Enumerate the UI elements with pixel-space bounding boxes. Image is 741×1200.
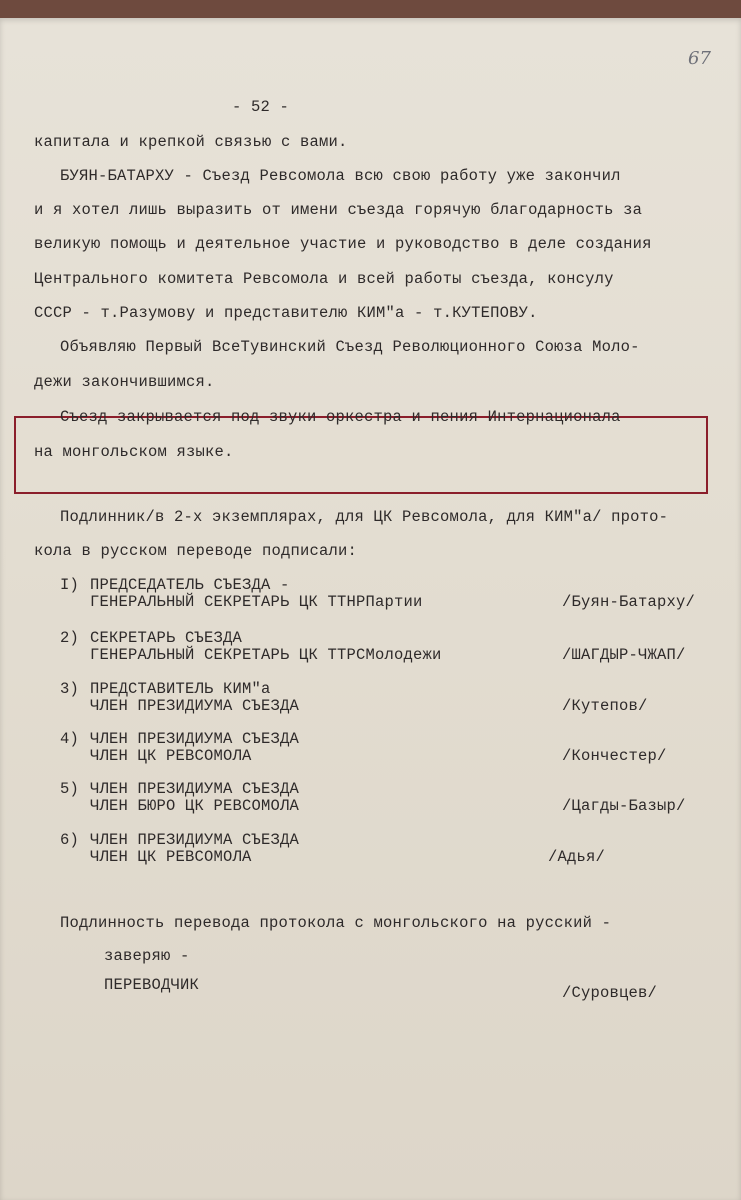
archive-number: 67	[688, 48, 711, 69]
paragraph-line: БУЯН-БАТАРХУ - Съезд Ревсомола всю свою работу уже закончил	[60, 167, 621, 185]
signatory-number: 5)	[60, 780, 80, 798]
signatory-title: ПРЕДСТАВИТЕЛЬ КИМ"а	[90, 680, 271, 698]
signatory-name: /Кутепов/	[562, 697, 648, 715]
paragraph-line: капитала и крепкой связью с вами.	[34, 133, 348, 151]
signatory-title: СЕКРЕТАРЬ СЪЕЗДА	[90, 629, 243, 647]
paragraph-line: и я хотел лишь выразить от имени съезда горячую благодарность за	[34, 201, 643, 219]
signatory-title: ЧЛЕН ЦК РЕВСОМОЛА	[90, 747, 252, 765]
signatory-name: /Цагды-Базыр/	[562, 797, 686, 815]
signatory-name: /Адья/	[548, 848, 606, 866]
original-note-line: Подлинник/в 2-х экземплярах, для ЦК Ревсомола, для КИМ"а/ прото-	[60, 508, 669, 526]
signatory-number: 6)	[60, 831, 80, 849]
signatory-title: ЧЛЕН ПРЕЗИДИУМА СЪЕЗДА	[90, 831, 300, 849]
signatory-number: I)	[60, 576, 80, 594]
translator-name: /Суровцев/	[562, 984, 658, 1002]
signatory-title: ЧЛЕН ПРЕЗИДИУМА СЪЕЗДА	[90, 780, 300, 798]
signatory-title: ГЕНЕРАЛЬНЫЙ СЕКРЕТАРЬ ЦК ТТНРПартии	[90, 593, 423, 611]
document-page	[0, 18, 741, 1200]
paragraph-line: Объявляю Первый ВсеТувинский Съезд Революционного Союза Моло-	[60, 338, 640, 356]
signatory-name: /Буян-Батархy/	[562, 593, 696, 611]
signatory-title: ЧЛЕН ПРЕЗИДИУМА СЪЕЗДА	[90, 730, 300, 748]
paragraph-line: великую помощь и деятельное участие и руководство в деле создания	[34, 235, 652, 253]
signatory-number: 2)	[60, 629, 80, 647]
signatory-title: ЧЛЕН ПРЕЗИДИУМА СЪЕЗДА	[90, 697, 300, 715]
certification-line: заверяю -	[104, 947, 190, 965]
page-number: - 52 -	[232, 98, 290, 116]
paragraph-line: Центрального комитета Ревсомола и всей работы съезда, консулу	[34, 270, 614, 288]
signatory-name: /Кончестер/	[562, 747, 667, 765]
highlighted-line: на монгольском языке.	[34, 443, 234, 461]
highlighted-line: Съезд закрывается под звуки оркестра и пения Интернационала	[60, 408, 621, 426]
signatory-title: ГЕНЕРАЛЬНЫЙ СЕКРЕТАРЬ ЦК ТТРСМолодежи	[90, 646, 442, 664]
paragraph-line: дежи закончившимся.	[34, 373, 215, 391]
translator-role: ПЕРЕВОДЧИК	[104, 976, 200, 994]
certification-line: Подлинность перевода протокола с монгольского на русский -	[60, 914, 612, 932]
signatory-title: ПРЕДСЕДАТЕЛЬ СЪЕЗДА -	[90, 576, 290, 594]
signatory-title: ЧЛЕН ЦК РЕВСОМОЛА	[90, 848, 252, 866]
paragraph-line: СССР - т.Разумову и представителю КИМ"а - т.КУТЕПОВУ.	[34, 304, 538, 322]
signatory-number: 4)	[60, 730, 80, 748]
signatory-title: ЧЛЕН БЮРО ЦК РЕВСОМОЛА	[90, 797, 300, 815]
original-note-line: кола в русском переводе подписали:	[34, 542, 358, 560]
signatory-name: /ШАГДЫР-ЧЖАП/	[562, 646, 686, 664]
signatory-number: 3)	[60, 680, 80, 698]
